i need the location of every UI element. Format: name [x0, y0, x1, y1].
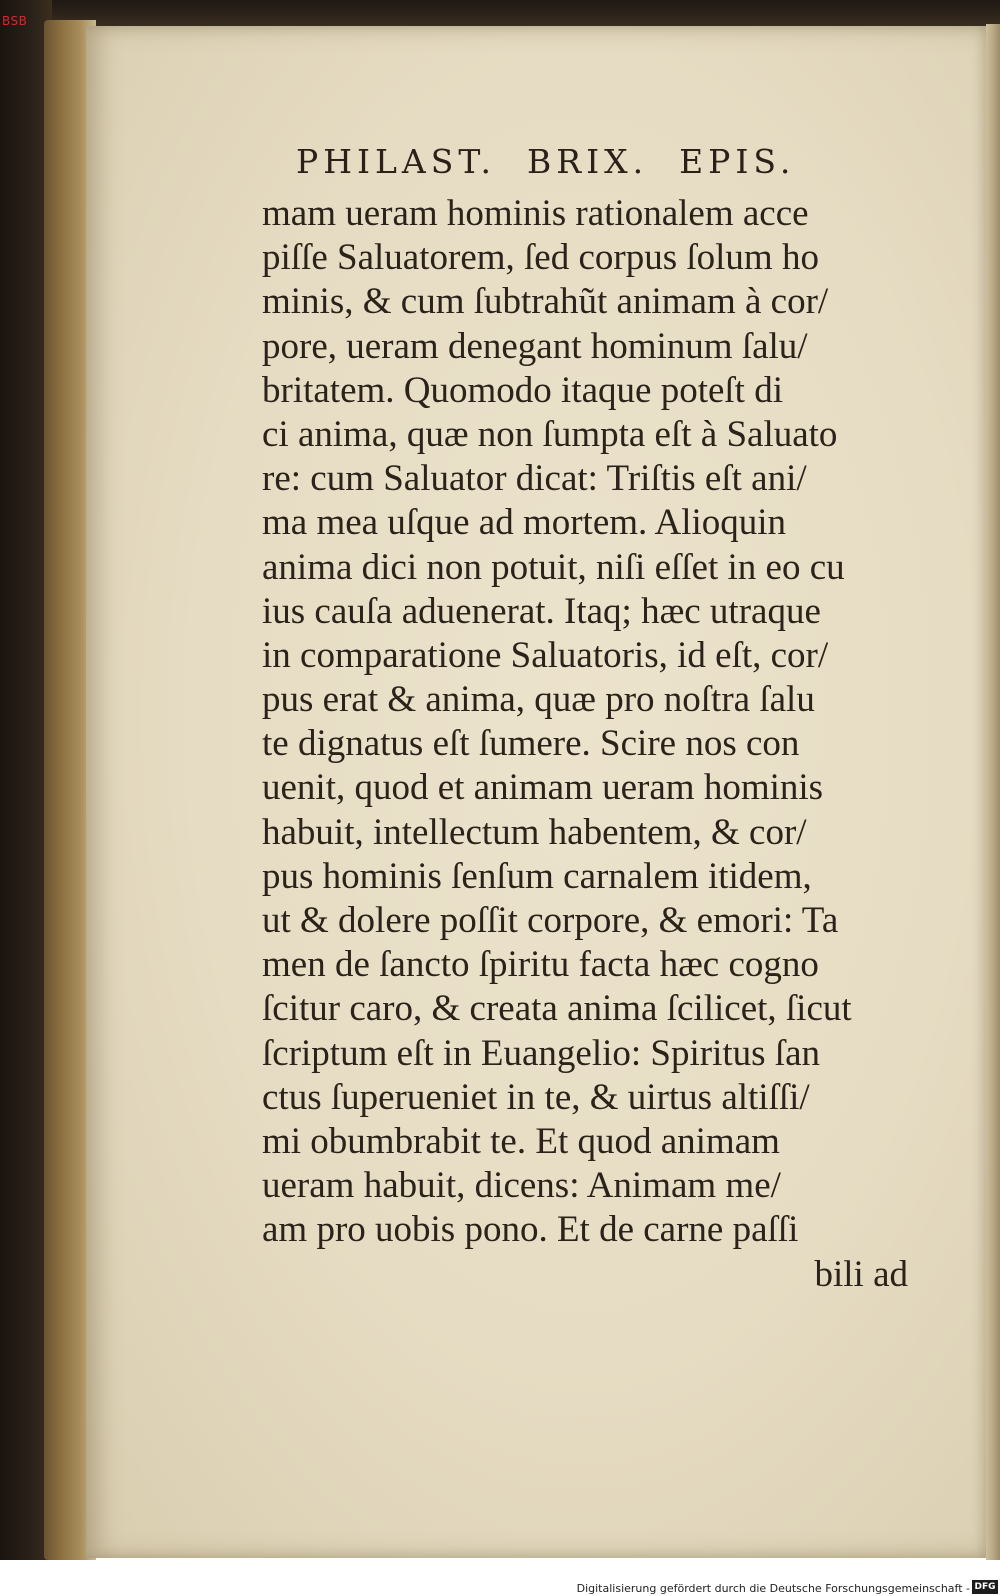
text-line: britatem. Quomodo itaque poteſt di: [262, 369, 783, 411]
text-line: ma mea uſque ad mortem. Alioquin: [262, 502, 787, 544]
text-line: ius cauſa aduenerat. Itaq; hæc utraque: [262, 590, 821, 632]
text-line: pus hominis ſenſum carnalem itidem,: [262, 855, 812, 897]
text-line: ut & dolere poſſit corpore, & emori: Ta: [262, 900, 839, 941]
text-line: in comparatione Saluatoris, id eſt, cor/: [262, 634, 829, 676]
page-body-text: [262, 192, 922, 1297]
text-line: re: cum Saluator dicat: Triſtis eſt ani/: [262, 458, 807, 500]
text-line: ci anima, quæ non ſumpta eſt à Saluato: [262, 413, 838, 455]
text-line: piſſe Saluatorem, ſed corpus ſolum ho: [262, 237, 819, 279]
page-stack-edge: [986, 24, 1000, 1560]
funding-note: Digitalisierung gefördert durch die Deutsche Forschungsgemeinschaft -: [576, 1582, 970, 1595]
text-line: pore, ueram denegant hominum ſalu/: [262, 325, 808, 367]
text-line: ſcitur caro, & creata anima ſcilicet, ſicut: [262, 988, 852, 1030]
text-line: men de ſancto ſpiritu facta hæc cogno: [262, 944, 819, 986]
text-line: habuit, intellectum habentem, & cor/: [262, 811, 807, 853]
dfg-logo: DFG: [972, 1580, 998, 1594]
text-line: anima dici non potuit, niſi eſſet in eo cu: [262, 546, 845, 588]
scan-top-edge: [52, 0, 1000, 28]
text-line: minis, & cum ſubtrahũt animam à cor/: [262, 281, 829, 323]
text-line: uenit, quod et animam ueram hominis: [262, 767, 824, 809]
text-line: am pro uobis pono. Et de carne paſſi: [262, 1209, 799, 1251]
text-line: mam ueram hominis rationalem acce: [262, 193, 809, 234]
text-line: ueram habuit, dicens: Animam me/: [262, 1165, 781, 1207]
text-line: mi obumbrabit te. Et quod animam: [262, 1120, 780, 1162]
text-line: ctus ſuperueniet in te, & uirtus altiſſi/: [262, 1076, 810, 1118]
text-line: te dignatus eſt ſumere. Scire nos con: [262, 723, 800, 765]
text-line: ſcriptum eſt in Euangelio: Spiritus ſan: [262, 1032, 820, 1074]
library-watermark: BSB: [2, 14, 28, 28]
catchword: bili ad: [814, 1253, 908, 1295]
text-line: pus erat & anima, quæ pro noſtra ſalu: [262, 679, 815, 721]
running-head: PHILAST. BRIX. EPIS.: [296, 142, 796, 181]
